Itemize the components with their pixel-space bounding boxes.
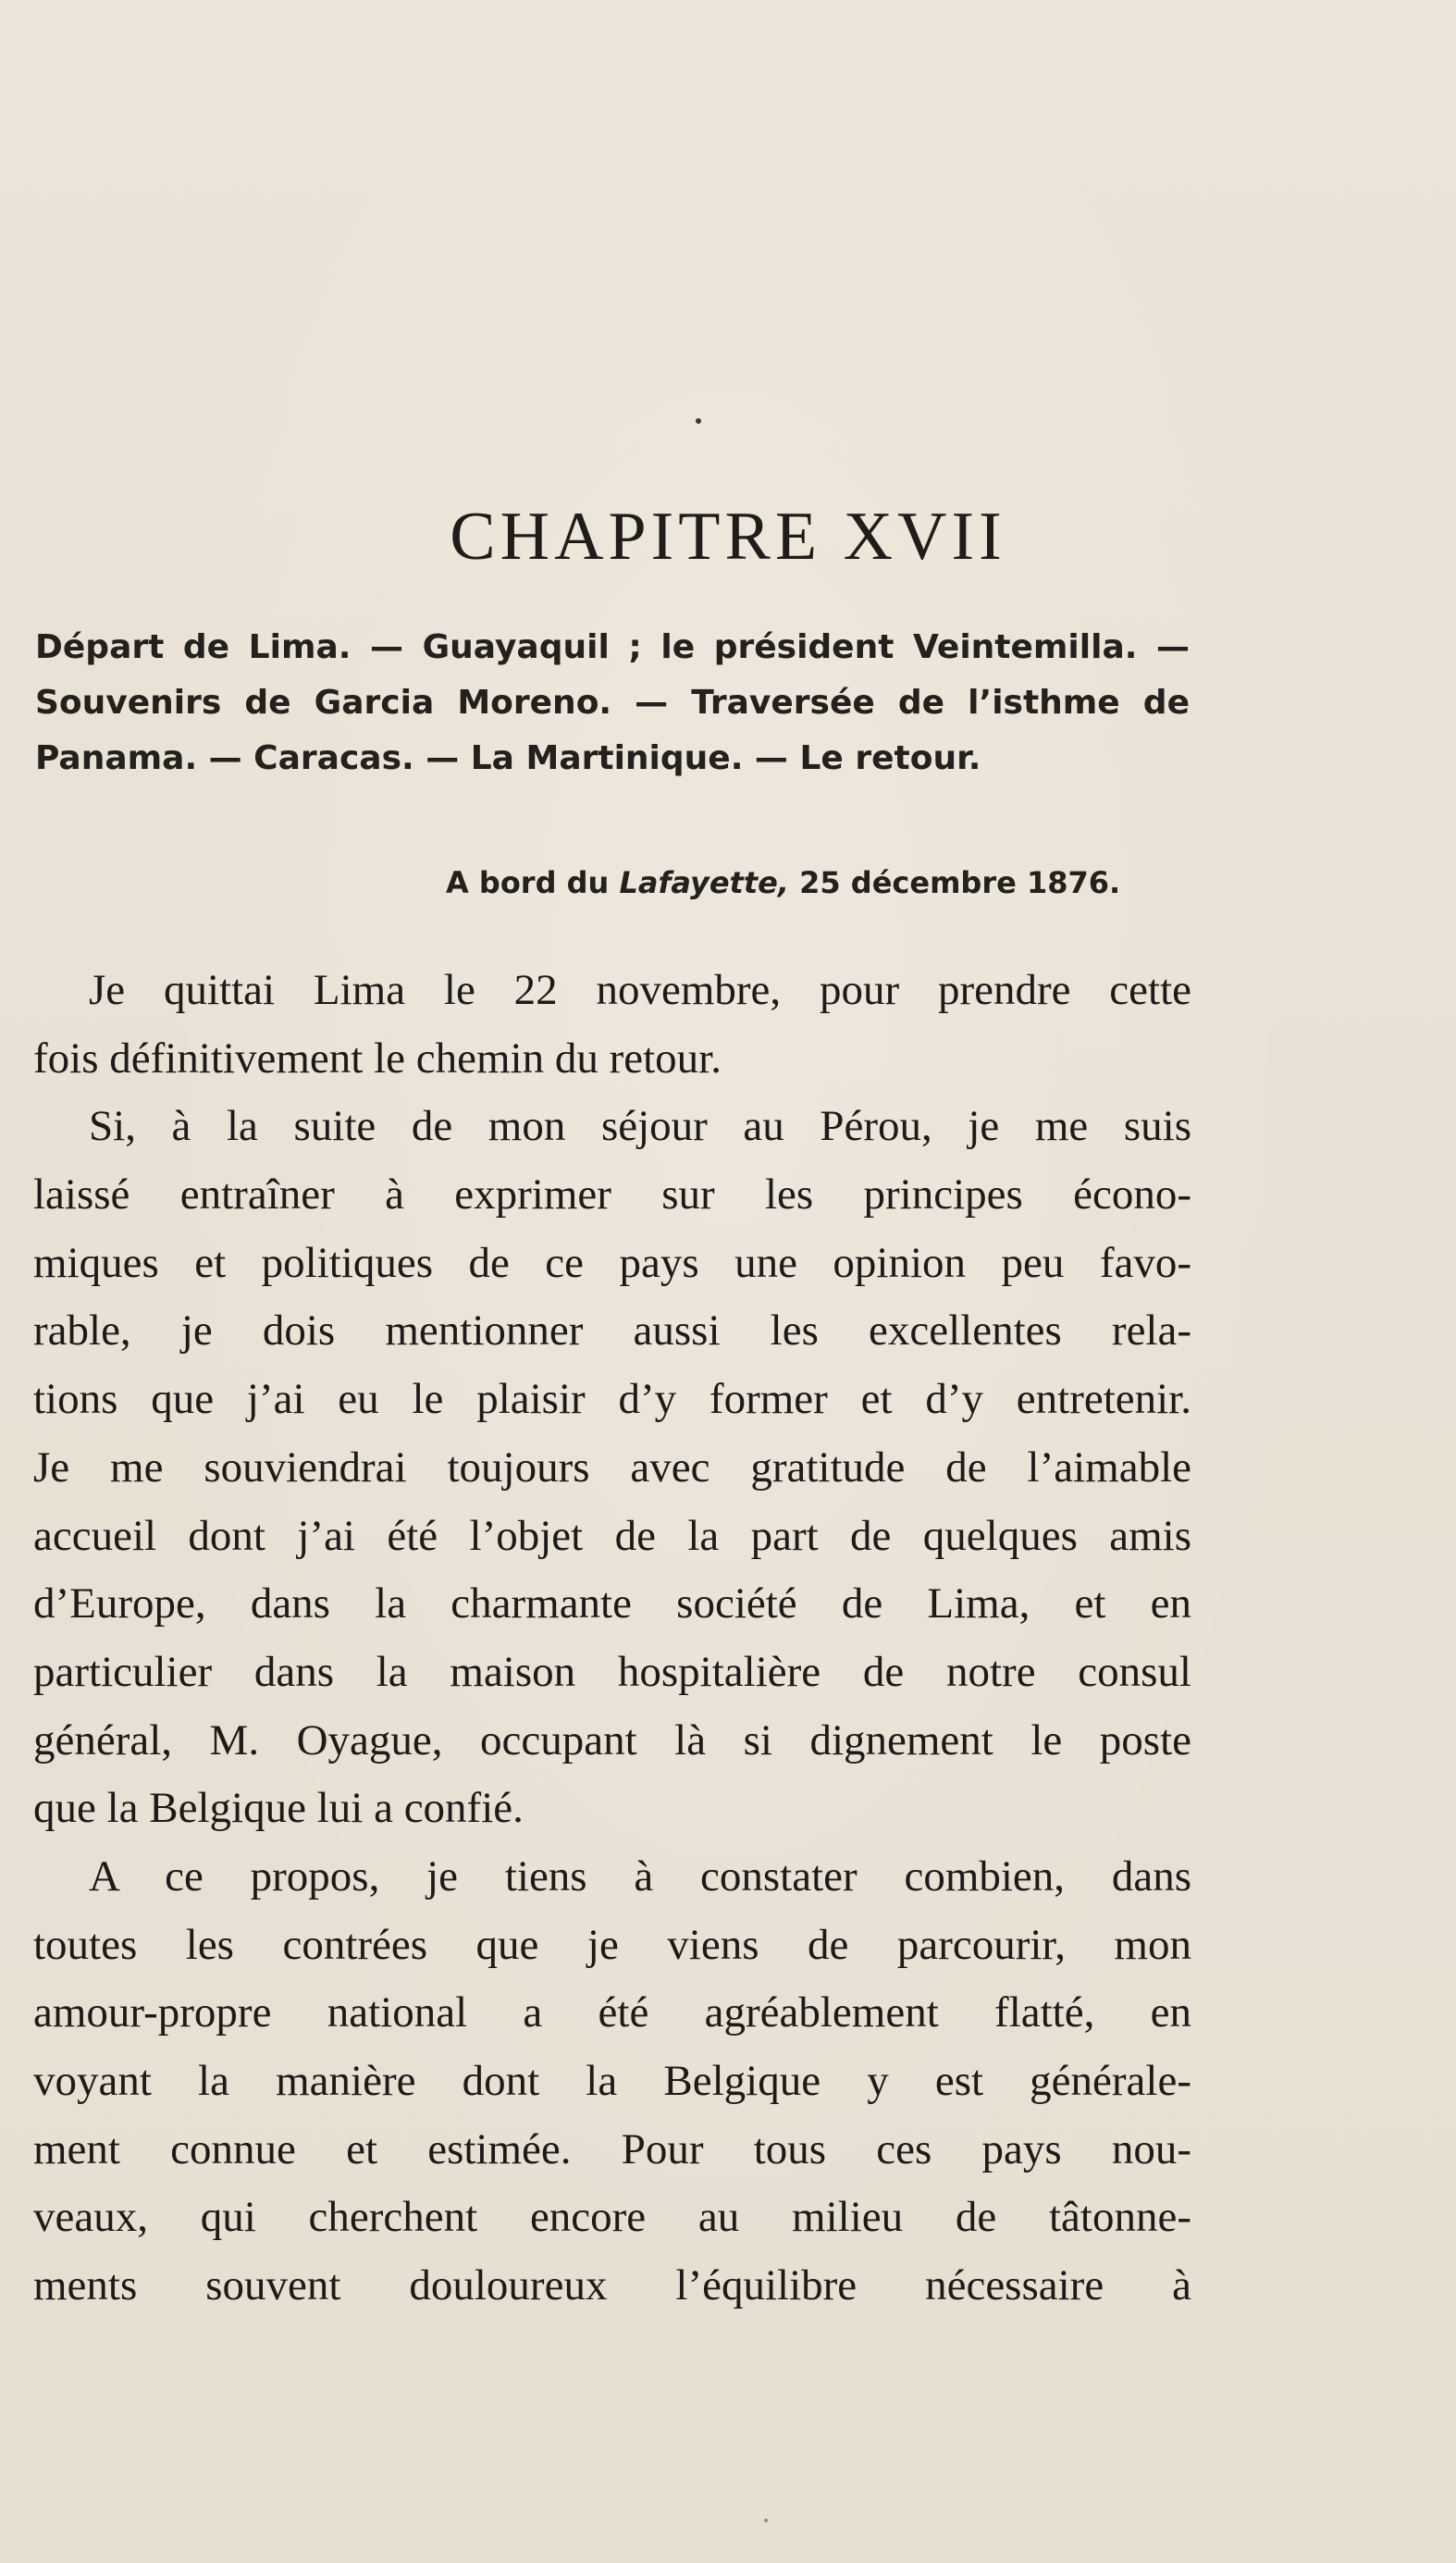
text-line: toutes les contrées que je viens de parcourir, mon [33, 1920, 1191, 1969]
text-line: A ce propos, je tiens à constater combien, dans [89, 1851, 1191, 1901]
dateline-ship-name: Lafayette, [619, 865, 789, 900]
text-line: ments souvent douloureux l’équilibre nécessaire à [33, 2261, 1191, 2310]
body-text [33, 957, 1191, 2321]
text-line: Je quittai Lima le 22 novembre, pour prendre cette [89, 966, 1191, 1014]
text-line: que la Belgique lui a confié. [33, 1784, 524, 1833]
text-line: Je me souviendrai toujours avec gratitude de l’aimable [33, 1442, 1191, 1492]
text-line: fois définitivement le chemin du retour. [33, 1034, 722, 1083]
text-line: général, M. Oyague, occupant là si dignement le poste [33, 1715, 1191, 1764]
text-line: rable, je dois mentionner aussi les excellentes rela- [33, 1306, 1191, 1356]
ink-speck [764, 2519, 768, 2522]
ink-speck [696, 418, 701, 424]
dateline-date: 25 décembre 1876. [799, 865, 1121, 900]
text-line: voyant la manière dont la Belgique y est générale- [33, 2057, 1191, 2105]
dateline [446, 865, 1120, 900]
text-line: veaux, qui cherchent encore au milieu de tâtonne- [33, 2193, 1191, 2242]
text-line: particulier dans la maison hospitalière de notre consul [33, 1647, 1191, 1696]
text-line: accueil dont j’ai été l’objet de la part de quelques amis [33, 1511, 1191, 1560]
text-line: miques et politiques de ce pays une opinion peu favo- [33, 1238, 1191, 1287]
text-line: d’Europe, dans la charmante société de Lima, et en [33, 1579, 1191, 1628]
text-line: ment connue et estimée. Pour tous ces pays nou- [33, 2124, 1191, 2173]
text-line: Si, à la suite de mon séjour au Pérou, je me suis [89, 1102, 1191, 1151]
text-line: tions que j’ai eu le plaisir d’y former et d’y entretenir. [33, 1375, 1191, 1424]
text-line: laissé entraîner à exprimer sur les principes écono- [33, 1170, 1191, 1220]
dateline-prefix: A bord du [446, 865, 610, 900]
chapter-title: CHAPITRE XVII [450, 499, 1006, 575]
text-line: amour-propre national a été agréablement flatté, en [33, 1988, 1191, 2037]
chapter-summary: Départ de Lima. — Guayaquil ; le président Veintemilla. — Souvenirs de Garcia Moreno. — Traversée de l’isthme de Panama. — Caracas. — La Martinique. — Le retour. [35, 628, 1190, 777]
